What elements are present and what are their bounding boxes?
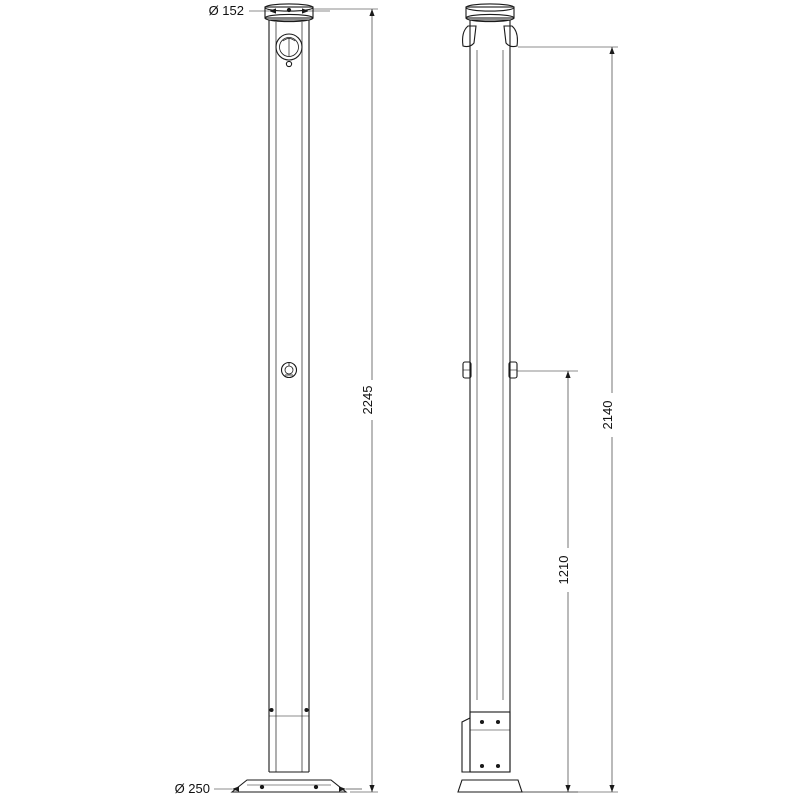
base-plate-side	[458, 780, 522, 792]
shower-head	[276, 34, 302, 67]
foot-wash-tap	[463, 362, 517, 378]
side-view	[458, 4, 522, 792]
side-top-cap	[466, 4, 514, 22]
dim-label-total-height-side: 2140	[600, 400, 615, 430]
front-lower-fixings	[269, 709, 309, 717]
push-button	[282, 363, 297, 378]
dim-base-diameter	[214, 786, 362, 791]
dim-label-base-diameter: Ø 250	[174, 781, 210, 796]
front-column-body	[269, 20, 309, 772]
front-view	[232, 4, 346, 792]
dim-label-total-height-front: 2245	[360, 385, 375, 415]
base-plate-front	[232, 772, 346, 792]
front-top-cap	[265, 4, 313, 22]
side-access-panel	[462, 712, 510, 772]
shower-head-side	[463, 26, 518, 47]
side-column-body	[470, 20, 510, 772]
dim-label-top-diameter: Ø 152	[208, 3, 244, 18]
dim-label-tap-height: 1210	[556, 555, 571, 585]
